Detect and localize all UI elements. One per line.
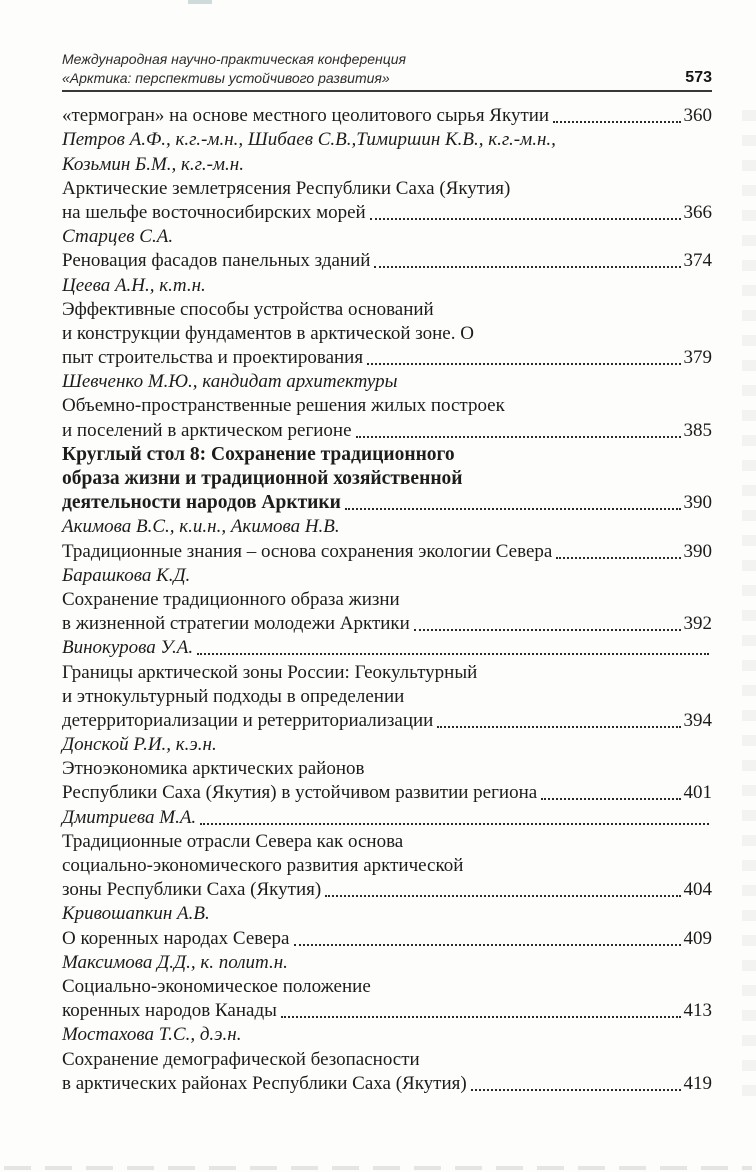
toc-dot-leader [556,557,680,559]
toc-line [62,514,712,538]
conference-title [62,50,406,87]
toc-line [62,804,712,828]
scan-artifact-right-bleedthrough [742,110,756,1102]
toc-line [62,998,712,1022]
toc-line-text: Донской Р.И., к.э.н. [62,734,217,756]
toc-line [62,200,712,224]
toc-page-number: 379 [683,347,712,369]
toc-line-text: Акимова В.С., к.и.н., Акимова Н.В. [62,516,340,538]
toc-line-text: Социально-экономическое положение [62,975,371,997]
toc-line-text: Дмитриева М.А. [62,806,197,828]
toc-line [62,1046,712,1070]
toc-page-number: 392 [683,613,712,635]
toc-line [62,587,712,611]
toc-line-text: в жизненной стратегии молодежи Арктики [62,613,410,635]
toc-dot-leader [294,944,681,946]
toc-line-text: зоны Республики Саха (Якутия) [62,879,322,901]
toc-line [62,321,712,345]
toc-dot-leader [437,726,680,728]
toc-page-number: 390 [683,492,712,514]
scan-artifact-top-edge [188,0,212,4]
toc-line [62,151,712,175]
toc-line [62,538,712,562]
toc-line-text: Максимова Д.Д., к. полит.н. [62,951,288,973]
toc-line [62,393,712,417]
toc-line-text: Барашкова К.Д. [62,564,191,586]
toc-line [62,272,712,296]
toc-dot-leader [541,798,680,800]
toc-line-text: образа жизни и традиционной хозяйственной [62,468,463,489]
toc-line-text: социально-экономического развития арктической [62,855,464,876]
toc-dot-leader [471,1089,681,1091]
toc-line [62,853,712,877]
toc-line [62,925,712,949]
toc-line-text: Эффективные способы устройства оснований [62,298,434,320]
toc-page-number: 409 [683,927,712,949]
toc-line [62,248,712,272]
toc-line [62,224,712,248]
toc-line-text: на шельфе восточносибирских морей [62,201,366,223]
toc-line-text: Границы арктической зоны России: Геокультурный [62,661,478,683]
toc-line-text: и поселений в арктическом регионе [62,419,352,441]
toc-line [62,901,712,925]
toc-page-number: 413 [683,1000,712,1022]
toc-dot-leader [374,266,680,268]
toc-line [62,103,712,127]
toc-dot-leader [345,508,681,510]
toc-dot-leader [281,1016,681,1018]
toc-line [62,756,712,780]
toc-line-text: Винокурова У.А. [62,637,194,659]
toc-line-text: Республики Саха (Якутия) в устойчивом развитии региона [62,782,538,804]
toc-line [62,442,712,466]
toc-line [62,176,712,200]
toc-line-text: деятельности народов Арктики [62,492,341,514]
toc-line-text: Традиционные отрасли Севера как основа [62,830,404,852]
toc-dot-leader [414,629,681,631]
toc-line [62,297,712,321]
toc-line-text: пыт строительства и проектирования [62,347,364,369]
toc-line [62,635,712,659]
toc-line [62,369,712,393]
toc-line-text: Петров А.Ф., к.г.-м.н., Шибаев С.В.,Тимиршин К.В., к.г.-м.н., [62,129,556,151]
toc-line-text: Этноэкономика арктических районов [62,758,365,780]
toc-line-text: О коренных народах Севера [62,927,290,949]
toc-page-number: 366 [683,201,712,223]
toc-page-number: 360 [683,105,712,127]
toc-line-text: и конструкции фундаментов в арктической зоне. О [62,322,474,344]
toc-line [62,345,712,369]
toc-line [62,466,712,490]
toc-line [62,780,712,804]
toc-page-number: 401 [683,782,712,804]
toc-line [62,1022,712,1046]
toc-line-text: Старцев С.А. [62,226,174,248]
toc-line-text: коренных народов Канады [62,1000,277,1022]
toc-page-number: 394 [683,709,712,731]
toc-line [62,1071,712,1095]
toc-line [62,684,712,708]
toc-dot-leader [197,653,709,655]
toc-line [62,611,712,635]
toc-line-text: Круглый стол 8: Сохранение традиционного [62,443,455,465]
toc-line-text: Цеева А.Н., к.т.н. [62,274,206,296]
scan-artifact-bottom-edge [4,1166,752,1170]
toc-line [62,950,712,974]
toc-line [62,563,712,587]
toc-dot-leader [200,823,709,825]
toc-dot-leader [356,436,681,438]
toc-line-text: детерриториализации и ретерриториализации [62,709,434,731]
toc-line-text: Реновация фасадов панельных зданий [62,250,371,272]
toc [62,103,712,1095]
toc-line-text: Кривошапкин А.В. [62,903,210,925]
toc-line-text: Арктические землетрясения Республики Саха (Якутия) [62,177,511,199]
conference-title-line1: Международная научно-практическая конференция [62,51,407,67]
toc-page-number: 374 [683,250,712,272]
toc-page-number: 404 [683,879,712,901]
toc-line [62,490,712,514]
toc-page-number: 419 [683,1072,712,1094]
page-number: 573 [685,69,712,86]
page-header [62,50,712,92]
toc-line-text: «термогран» на основе местного цеолитового сырья Якутии [62,105,550,127]
toc-line [62,417,712,441]
toc-line-text: в арктических районах Республики Саха (Якутия) [62,1072,467,1094]
toc-line-text: Сохранение демографической безопасности [62,1048,420,1070]
toc-dot-leader [553,121,680,123]
toc-line-text: Традиционные знания – основа сохранения экологии Севера [62,540,553,562]
conference-title-line2: «Арктика: перспективы устойчивого развития» [62,69,390,86]
toc-line-text: Козьмин Б.М., к.г.-м.н. [62,153,244,175]
toc-line-text: Шевченко М.Ю., кандидат архитектуры [62,371,398,393]
toc-line [62,829,712,853]
toc-line [62,127,712,151]
toc-line [62,732,712,756]
toc-dot-leader [325,895,680,897]
toc-page-number: 385 [683,419,712,441]
toc-line [62,708,712,732]
toc-line-text: Мостахова Т.С., д.э.н. [62,1024,242,1046]
toc-dot-leader [367,363,680,365]
toc-line-text: Сохранение традиционного образа жизни [62,588,400,610]
toc-line [62,877,712,901]
toc-line [62,974,712,998]
toc-line-text: Объемно-пространственные решения жилых построек [62,395,505,417]
toc-dot-leader [370,218,681,220]
toc-page-number: 390 [683,540,712,562]
toc-line-text: и этнокультурный подходы в определении [62,685,405,707]
toc-line [62,659,712,683]
